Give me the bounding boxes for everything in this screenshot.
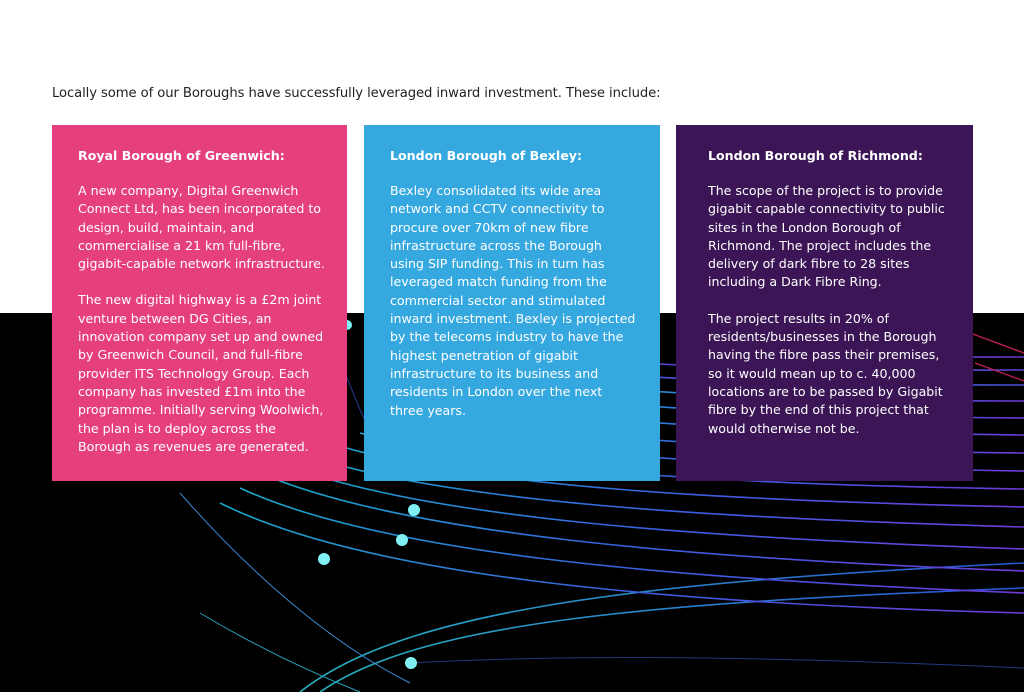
intro-text: Locally some of our Boroughs have successfully leveraged inward investment. These include: (52, 86, 661, 101)
card-paragraph: A new company, Digital Greenwich Connect Ltd, has been incorporated to design, build, maintain, and commercialise a 21 km full-fibre, gigabit-capable network infrastructure. (78, 183, 325, 272)
card-paragraph: Bexley consolidated its wide area network and CCTV connectivity to procure over 70km of new fibre infrastructure across the Borough using SIP funding. This in turn has leveraged match funding from the commercial sector and stimulated inward investment. Bexley is projected by the telecoms industry to have the highest penetration of gigabit infrastructure to its business and residents in London over the next three years. (390, 183, 636, 418)
card-title: London Borough of Bexley: (390, 148, 582, 163)
card-title: Royal Borough of Greenwich: (78, 148, 285, 163)
card-paragraph: The project results in 20% of residents/businesses in the Borough having the fibre pass their premises, so it would mean up to c. 40,000 locations are to be passed by Gigabit fibre by the end of this project that would otherwise not be. (708, 310, 943, 436)
card-bexley (364, 125, 660, 481)
card-richmond (676, 125, 973, 481)
card-paragraph: The scope of the project is to provide gigabit capable connectivity to public sites in the London Borough of Richmond. The project includes the delivery of dark fibre to 28 sites including a Dark Fibre Ring. (708, 183, 945, 290)
card-paragraph: The new digital highway is a £2m joint venture between DG Cities, an innovation company set up and owned by Greenwich Council, and full-fibre provider ITS Technology Group. Each company has invested £1m into the programme. Initially serving Woolwich, the plan is to deploy across the Borough as revenues are generated. (78, 292, 324, 454)
card-greenwich (52, 125, 347, 481)
card-title: London Borough of Richmond: (708, 148, 923, 163)
